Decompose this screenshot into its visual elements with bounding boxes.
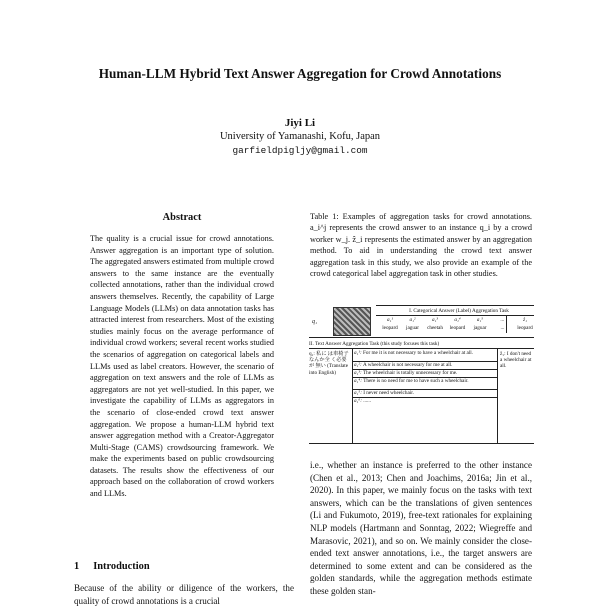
author-affiliation: University of Yamanashi, Kofu, Japan — [219, 131, 381, 142]
part2-answer-text: The wheelchair is totally unnecessary for me. — [362, 370, 458, 376]
part1-value-cell: ... — [500, 325, 505, 331]
part1-header-cell: a₁³ — [432, 317, 438, 323]
table-figure — [306, 303, 536, 445]
table-caption: Table 1: Examples of aggregation tasks for crowd annotations. a_i^j represents the crowd answer to an instance q_i by a crowd worker w_j. ẑ_i represents the estimated answer by an aggregation method. To aid in understanding the crowd text answer aggregation task in this study, we also provide an example of the crowd categorical label aggregation task in other studies. — [310, 212, 532, 279]
part1-value-cell: jaguar — [473, 325, 487, 331]
part2-col-divider-right — [497, 349, 498, 443]
part2-instance: q₁: 私に は車椅子 なんか全 く必要が 無い (Translate into English) — [309, 351, 349, 376]
author-name: Jiyi Li — [284, 117, 316, 129]
section-heading — [74, 561, 150, 572]
part1-value-cell: jaguar — [406, 325, 419, 331]
part2-answer-label: a₁⁴: — [354, 378, 364, 384]
part2-answer-label: a₁⁶: — [354, 398, 364, 404]
part2-answer-row — [354, 398, 494, 404]
part2-answer-row — [354, 362, 494, 368]
part1-value-cell: cheetah — [427, 325, 443, 331]
part2-answer-label: a₁⁵: — [354, 390, 364, 396]
introduction-body: Because of the ability or diligence of the workers, the quality of crowd annotations is a crucial — [74, 583, 294, 606]
part1-header-cell: a₁¹ — [387, 317, 393, 323]
part2-answer-text: For me it is not necessary to have a wheelchair at all. — [362, 350, 474, 356]
part1-header-cell: ... — [500, 317, 505, 323]
part2-answer-row — [354, 378, 494, 384]
part1-header-cell: ẑ₁ — [523, 317, 527, 323]
part2-answer-label: a₁¹: — [354, 350, 363, 356]
section-number: 1 — [74, 561, 80, 572]
part2-answer-text: ...... — [363, 398, 372, 404]
instance-image — [333, 307, 371, 336]
part2-answer-text: A wheelchair is not necessary for me at all. — [362, 362, 453, 368]
part2-title: II. Text Answer Aggregation Task (this study focuses this task) — [309, 341, 440, 347]
part2-answer-row — [354, 350, 494, 356]
part1-rule — [376, 315, 534, 316]
abstract-body: The quality is a crucial issue for crowd annotations. Answer aggregation is an important type of solution. The aggregated answers estimated from multiple crowd answers to the same instance are the eventually collected annotations, rather than the individual crowd answers themselves. Recently, the capability of Large Language Models (LLMs) on data annotation tasks has attracted interest from researchers. Most of the existing studies mainly focus on the average performance of individual crowd workers; several recent works studied the scenarios of aggregation on categorical labels and LLMs used as label creators. However, the scenario of aggregation on text answers and the role of LLMs as aggregators are not yet well-studied. In this paper, we investigate the capability of LLMs as aggregators in the scenario of close-ended crowd text answer aggregation. We propose a human-LLM hybrid text answer aggregation method with a Creator-Aggregator Multi-Stage (CAMS) crowdsourcing framework. We make the experiments based on public crowdsourcing datasets. The results show the effectiveness of our approach based on the collaboration of crowd workers and LLMs. — [90, 234, 274, 499]
part1-title: I. Categorical Answer (Label) Aggregation Task — [409, 308, 509, 314]
table-border-top — [376, 305, 534, 306]
part1-header-cell: a₁⁵ — [476, 317, 484, 323]
part2-answer-row — [354, 390, 494, 396]
part1-value-cell: leopard — [382, 325, 398, 331]
part1-bottom-rule — [309, 337, 534, 338]
part2-answer-text: I never need wheelchair. — [363, 390, 414, 396]
part1-header-cell: a₁⁴ — [454, 317, 461, 323]
part2-answer-row — [354, 370, 494, 376]
part2-answer-label: a₁²: — [354, 362, 363, 368]
part1-divider — [506, 316, 507, 333]
part2-answer-text: There is no need for me to have such a wheelchair. — [363, 378, 469, 384]
part1-header-cell: a₁² — [409, 317, 416, 323]
instance-label: q₁ — [312, 319, 318, 325]
part1-value-cell: leopard — [517, 325, 533, 331]
right-column-body: i.e., whether an instance is preferred to the other instance (Chen et al., 2013; Chen and Joachims, 2016a; Jin et al., 2020). In this paper, we mainly focus on the tasks with text answers, which can be the translations of given sentences (Li and Fukumoto, 2019), free-text rationales for explaining NLP models (Hartmann and Sonntag, 2022; Wiegreffe and Marasovic, 2021), and so on. We mainly consider the close-ended text answer annotations, i.e., the target answers are determined to some extent and can be considered as the golden standards, while the aggregation methods estimate these golden stan- — [310, 460, 532, 596]
author-email: garfieldpigljy@gmail.com — [232, 145, 368, 156]
abstract-heading: Abstract — [162, 212, 202, 223]
section-title: Introduction — [93, 561, 150, 572]
part1-value-cell: leopard — [449, 325, 466, 331]
part2-answer-label: a₁³: — [354, 370, 363, 376]
part2-col-divider-left — [352, 349, 353, 443]
part2-rule — [309, 348, 534, 349]
part2-estimate: ẑ₁: I don't need a wheelchair at all. — [500, 351, 532, 370]
paper-title: Human-LLM Hybrid Text Answer Aggregation for Crowd Annotations — [98, 66, 502, 81]
table-border-bottom — [309, 443, 534, 444]
